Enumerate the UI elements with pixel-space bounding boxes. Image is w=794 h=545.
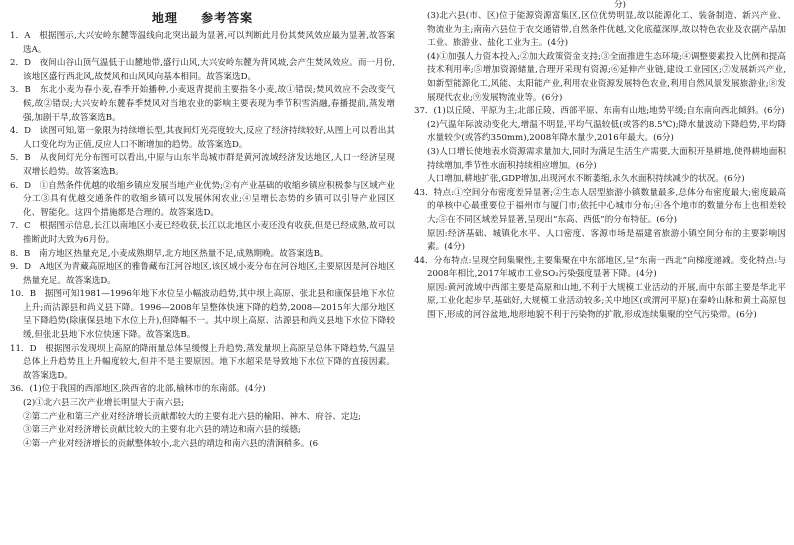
answer-37-3-b: 人口增加,耕地扩张,GDP增加,出现河水不断萎缩,永久水面积持续减少的状况。(6分) [427,174,745,185]
continued-score: 分) [614,0,626,10]
answer-43-reasons: 原因:经济基础、城镇化水平、人口密度、客源市场是福建省旅游小镇空间分布的主要影响因素。(4分) [427,228,786,253]
left-column [10,0,395,451]
answer-36-1: 36．(1)位于我国的西部地区,陕西省的北部,榆林市的东南部。(4分) [10,384,266,395]
answer-3: 3．B 东北小麦为春小麦,春季开始播种,小麦返青提前主要指冬小麦,故①错误;焚风效应不会改变气候,故②错误;大兴安岭东麓春季焚风对当地农业的影响主要表现为季节积雪消融,春播提前,蒸发增强,加剧干旱,故答案选B。 [10,85,395,123]
answer-36-2-c: ③第三产业对经济增长贡献比较大的主要有北六县的靖边和南六县的绥德; [23,425,301,436]
answer-36-2-a: (2)①北六县三次产业增长明显大于南六县; [23,398,185,409]
answer-37-3: (3)人口增长使地表水资源需求量加大,同时为满足生活生产需要,大面积开垦耕地,使得耕地面积持续增加,季节性水面积持续相应增加。(6分) [427,146,786,171]
answer-36-2-b: ②第二产业和第三产业对经济增长贡献都较大的主要有北六县的榆阳、神木、府谷、定边; [23,411,362,422]
answer-5: 5．B 从夜间灯光分布图可以看出,中原与山东半岛城市群是黄河流域经济发达地区,人口一经济呈现双增长趋势。故答案选B。 [10,153,395,177]
answer-37-1: 37．(1)以丘陵、平原为主;北部丘陵、西部平原、东南有山地;地势平缓;自东南向西北倾斜。(6分) [414,106,785,117]
answer-1: 1．A 根据图示,大兴安岭东麓等温线向北突出最为显著,可以判断此月份其焚风效应最为显著,故答案选A。 [10,31,395,55]
answer-36-4: (4)①加强人力资本投入;②加大政策资金支持;③全面推进生态环境;④调整要素投入比例和提高技术利用率;⑤增加资源储量,合理开采现有资源;⑥延伸产业链,建设工业园区;⑦发展新兴产业,如新型能源化工,风能、太阳能产业,利用农业资源发展特色农业,利用自然风景发展旅游业;⑧发展现代农业;⑨发展物流业等。(6分) [427,51,786,103]
answer-6: 6．D ①自然条件优越的收缩乡镇应发展当地产业优势;②有产业基础的收缩乡镇应积极参与区域产业分工③具有优越交通条件的收缩乡镇可以发展休闲农业;④呈增长态势的乡镇可以引导产业园区化、智能化。这四个措施都是合理的。故答案选D。 [10,180,395,218]
answer-36-2-d: ④第一产业对经济增长的贡献整体较小,北六县的靖边和南六县的清涧稍多。(6 [23,438,319,449]
answer-43-features: 43．特点:①空间分布密度差异显著;②生态人居型旅游小镇数量最多,总体分布密度最大;密度最高的单核中心最重要位于福州市与厦门市;依托中心城市分布;④各个地市的数量分布上也相差较大;⑤在不同区域差异显著,呈现出“东高、西低”的分布特征。(6分) [414,187,786,225]
answer-8: 8．B 南方地区热量充足,小麦成熟期早,北方地区热量不足,成熟期晚。故答案选B。 [10,248,329,259]
answer-2: 2．D 夜间山谷山顶气温低于山麓地带,盛行山风,大兴安岭东麓为背风坡,会产生焚风效应。而一月份,该地区盛行西北风,故焚风和山风风向基本相同。故答案选D。 [10,58,395,82]
answer-36-3: (3)北六县(市、区)位于能源资源富集区,区位优势明显,故以能源化工、装备制造、新兴产业、物流业为主;南南六县位于农交通错带,自然条件优越,文化底蕴深厚,故以特色农业及农副产品加工业、旅游业、盐化工业为主。(4分) [427,11,786,49]
answer-10: 10．B 据图可知1981—1996年地下水位呈小幅波动趋势,其中坝上高原、张北县和康保县地下水位上升;而沽源县和尚义县下降。1996—2008年呈整体快速下降的趋势,2008—2015年大部分地区呈下降趋势(除康保县地下水位上升),但降幅不一。其中坝上高原、沽源县和尚义县地下水位下降较缓,但张北县地下水位快速下降。故答案选B。 [10,289,395,341]
answer-44-features: 44．分布特点:呈现空间集聚性,主要集聚在中东部地区,呈“东南一西北”向梯度递减。变化特点:与2008年相比,2017年城市工业SO₂污染强度显著下降。(4分) [414,255,786,280]
answer-37-2: (2)气温年际波动变化大,增温不明显,平均气温较低(或答约8.5℃);降水量波动下降趋势,平均降水量较少(或答约350mm),2008年降水量少,2016年最大。(6分) [427,119,786,144]
answer-44-reasons: 原因:黄河流域中西部主要是高原和山地,不利于大规模工业活动的开展,而中东部主要是华北平原,工业化起步早,基础好,大规模工业活动较多;关中地区(或渭河平原)在秦岭山脉和黄土高原包围下,形成的河谷盆地,地形地貌不利于污染物的扩散,形成连续集聚的空气污染带。(6分) [427,282,786,321]
answer-heading: 参考答案 [201,11,254,25]
subject-label: 地理 [151,11,178,25]
answer-4: 4．D 读图可知,第一象限为持续增长型,其夜间灯光亮度较大,反应了经济持续较好,从图上可以看出其人口变化均为正值,反应人口不断增加的趋势。故答案选D。 [10,126,395,150]
answer-7: 7．C 根据图示信息,长江以南地区小麦已经收获,长江以北地区小麦还没有收获,但是已经成熟,故可以推断此时大致为6月份。 [10,221,395,245]
answer-11: 11．D 根据图示发现坝上高原的降雨量总体呈缓慢上升趋势,蒸发量坝上高原呈总体下降趋势,气温呈总体上升趋势且上升幅度较大,但并不是主要原因。地下水超采是导致地下水位下降的直接因素。故答案选D。 [10,343,395,381]
answer-9: 9．D A地区为青藏高原地区的雅鲁藏布江河谷地区,该区域小麦分布在河谷地区,主要原因是河谷地区热量充足。故答案选D。 [10,262,395,286]
right-column [414,0,786,323]
page-title [10,10,395,26]
